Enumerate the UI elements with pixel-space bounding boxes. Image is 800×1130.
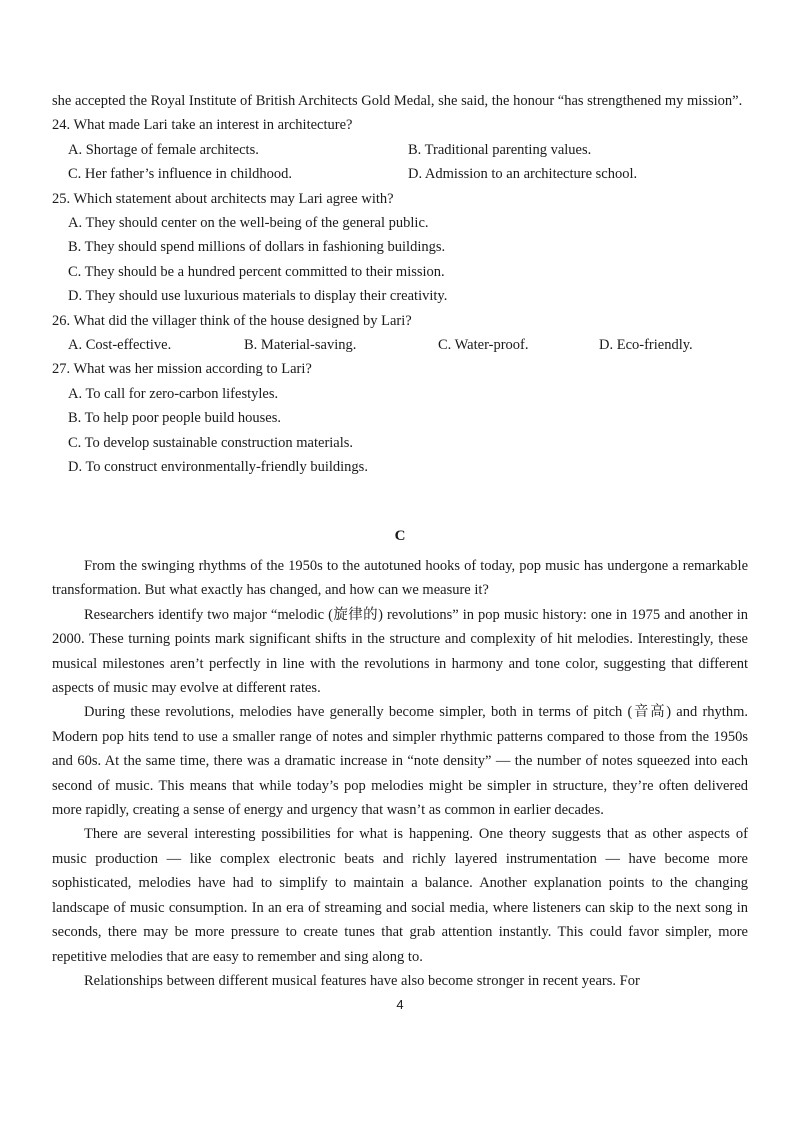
- question-27-option-b: B. To help poor people build houses.: [68, 410, 281, 427]
- question-26-option-d: D. Eco-friendly.: [599, 337, 693, 354]
- question-24-option-d: D. Admission to an architecture school.: [408, 166, 638, 183]
- passage-paragraph-3: During these revolutions, melodies have generally become simpler, both in terms of pitch (音高) and rhythm. Modern pop hits tend to use a smaller range of notes and simpler rhythmic patterns compared to those from the 1950s and 60s. At the same time, there was a dramatic increase in “note density” — the number of notes squeezed into each second of music. This means that while today’s pop melodies might be simpler in structure, they’re often delivered more rapidly, creating a sense of energy and urgency that wasn’t as common in earlier decades.: [52, 704, 748, 819]
- question-24-option-c: C. Her father’s influence in childhood.: [68, 166, 293, 183]
- question-25-stem: 25. Which statement about architects may Lari agree with?: [52, 190, 394, 207]
- passage-paragraph-2: Researchers identify two major “melodic (旋律的) revolutions” in pop music history: one in 1975 and another in 2000. These turning points mark significant shifts in the structure and complexity of hit melodies. Interestingly, these musical milestones aren’t perfectly in line with the revolutions in harmony and tone color, suggesting that different aspects of music may evolve at different rates.: [52, 606, 748, 697]
- question-26-stem: 26. What did the villager think of the house designed by Lari?: [52, 312, 412, 329]
- passage-paragraph-4: There are several interesting possibilities for what is happening. One theory suggests that as other aspects of music production — like complex electronic beats and richly layered instrumentation — have become more sophisticated, melodies have had to simplify to maintain a balance. Another explanation points to the changing landscape of music consumption. In an era of streaming and social media, where listeners can skip to the next song in seconds, there may be more pressure to create tunes that grab attention instantly. This could favor simpler, more repetitive melodies that are easy to remember and sing along to.: [52, 826, 748, 965]
- question-24-stem: 24. What made Lari take an interest in architecture?: [52, 117, 353, 134]
- question-27-option-a: A. To call for zero-carbon lifestyles.: [68, 385, 279, 402]
- questions-block: [52, 89, 748, 480]
- question-25-option-c: C. They should be a hundred percent committed to their mission.: [68, 263, 445, 280]
- question-24-option-a: A. Shortage of female architects.: [68, 141, 259, 158]
- intro-continuation: she accepted the Royal Institute of British Architects Gold Medal, she said, the honour “has strengthened my mission”.: [52, 93, 743, 109]
- question-25-option-a: A. They should center on the well-being of the general public.: [68, 215, 429, 232]
- question-24-option-b: B. Traditional parenting values.: [408, 141, 592, 158]
- question-25-option-b: B. They should spend millions of dollars in fashioning buildings.: [68, 239, 446, 256]
- reading-passage: [52, 554, 748, 993]
- question-24-options-row-1: [68, 138, 748, 162]
- question-26-option-a: A. Cost-effective.: [68, 337, 172, 354]
- question-26-options-row: [68, 333, 748, 357]
- question-26-option-c: C. Water-proof.: [438, 337, 529, 354]
- question-26-option-b: B. Material-saving.: [244, 337, 357, 354]
- question-27-option-c: C. To develop sustainable construction materials.: [68, 434, 354, 451]
- question-24-options-row-2: [68, 162, 748, 186]
- section-heading: C: [394, 528, 406, 544]
- passage-paragraph-5: Relationships between different musical features have also become stronger in recent years. For: [84, 972, 640, 989]
- question-27-stem: 27. What was her mission according to Lari?: [52, 361, 312, 378]
- page-number: 4: [396, 997, 404, 1012]
- passage-paragraph-1: From the swinging rhythms of the 1950s to the autotuned hooks of today, pop music has undergone a remarkable transformation. But what exactly has changed, and how can we measure it?: [52, 558, 748, 599]
- question-25-option-d: D. They should use luxurious materials to display their creativity.: [68, 288, 448, 305]
- question-27-option-d: D. To construct environmentally-friendly buildings.: [68, 459, 368, 476]
